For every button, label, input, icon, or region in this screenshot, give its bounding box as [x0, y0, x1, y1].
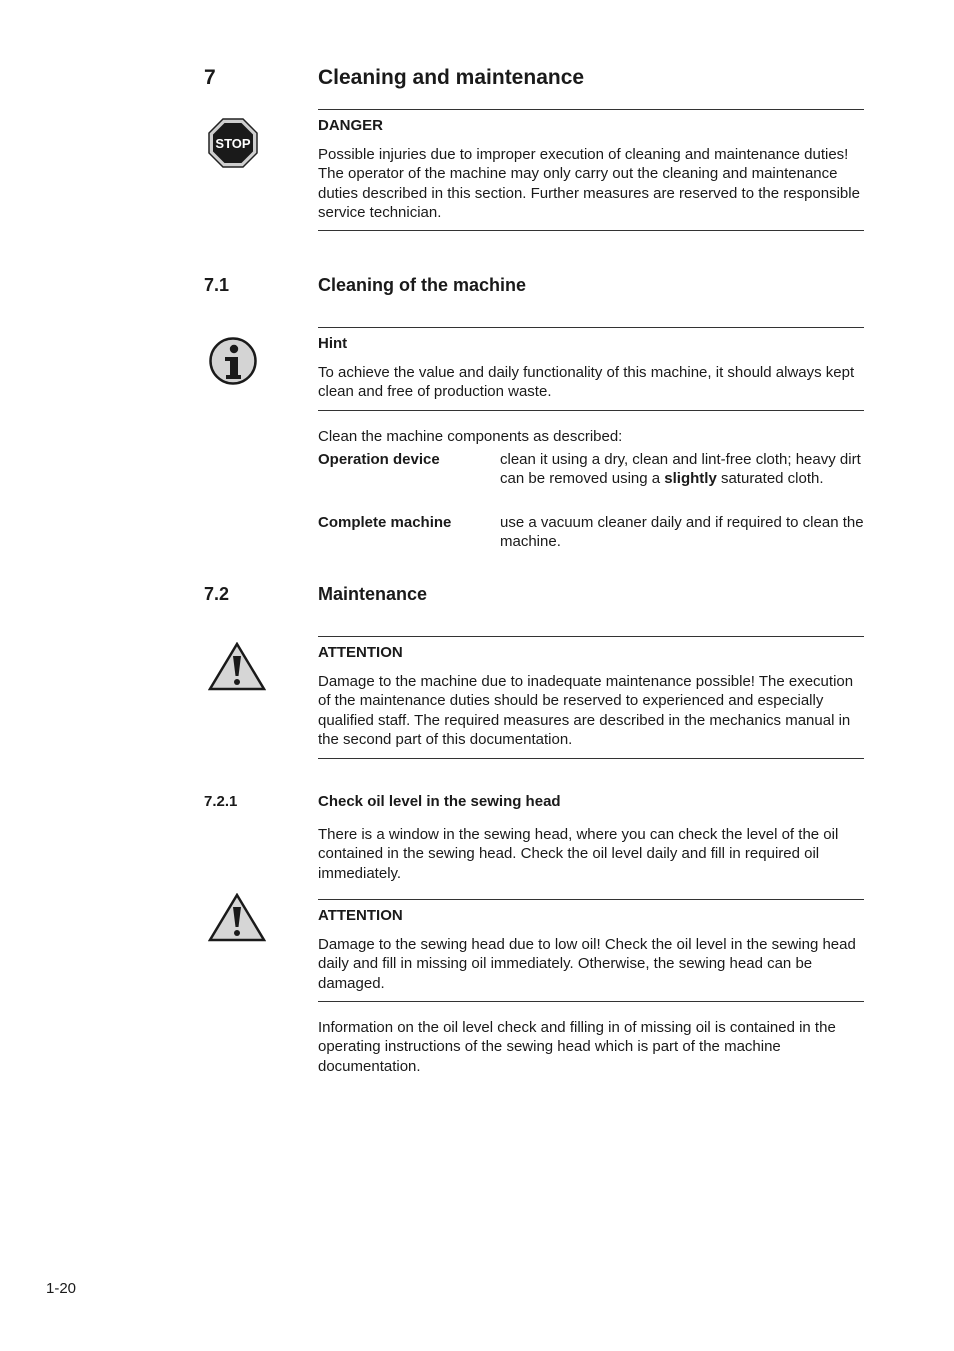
attention1-top-rule [318, 636, 864, 637]
section-7-2-1-title: Check oil level in the sewing head [318, 793, 561, 810]
attention1-bottom-rule [318, 758, 864, 759]
danger-text: Possible injuries due to improper execution of cleaning and maintenance duties! The operator of the machine may only carry out the cleaning and maintenance duties described in this section. Further measures are reserved to the responsible service technician. [318, 146, 860, 221]
danger-top-rule [318, 109, 864, 110]
attention2-top-rule [318, 899, 864, 900]
oil-intro: There is a window in the sewing head, where you can check the level of the oil contained in the sewing head. Check the oil level daily and fill in required oil immediately. [318, 826, 839, 882]
term-complete-machine: Complete machine [318, 514, 452, 531]
section-7-2-1-number: 7.2.1 [204, 793, 238, 810]
attention1-text: Damage to the machine due to inadequate maintenance possible! The execution of the maintenance duties should be reserved to experienced and especially qualified staff. The required measures are described in the mechanics manual in the second part of this documentation. [318, 673, 854, 748]
desc-operation-device: clean it using a dry, clean and lint-free cloth; heavy dirt can be removed using a slightly saturated cloth. [500, 451, 861, 488]
section-7-number: 7 [204, 66, 216, 89]
hint-bottom-rule [318, 410, 864, 411]
danger-bottom-rule [318, 230, 864, 231]
attention2-bottom-rule [318, 1001, 864, 1002]
oil-outro: Information on the oil level check and filling in of missing oil is contained in the operating instructions of the sewing head which is part of the machine documentation. [318, 1019, 836, 1075]
danger-label: DANGER [318, 117, 384, 134]
cleaning-intro: Clean the machine components as described: [318, 428, 623, 445]
desc-complete-machine: use a vacuum cleaner daily and if required to clean the machine. [500, 514, 864, 551]
section-7-1-number: 7.1 [204, 275, 230, 295]
section-7-2-number: 7.2 [204, 584, 230, 604]
hint-label: Hint [318, 335, 348, 352]
section-7-title: Cleaning and maintenance [318, 66, 585, 89]
warning-triangle-icon [208, 893, 266, 943]
svg-text:STOP: STOP [215, 136, 251, 151]
section-7-1-title: Cleaning of the machine [318, 275, 527, 295]
attention1-label: ATTENTION [318, 644, 403, 661]
section-7-2-title: Maintenance [318, 584, 428, 604]
attention2-label: ATTENTION [318, 907, 403, 924]
page-number: 1-20 [46, 1280, 77, 1297]
attention2-text: Damage to the sewing head due to low oil! Check the oil level in the sewing head daily and fill in missing oil immediately. Otherwise, the sewing head can be damaged. [318, 936, 856, 992]
hint-top-rule [318, 327, 864, 328]
hint-text: To achieve the value and daily functionality of this machine, it should always kept clean and free of production waste. [318, 364, 855, 401]
stop-sign-icon [208, 118, 258, 168]
info-icon [208, 336, 258, 386]
term-operation-device: Operation device [318, 451, 440, 468]
warning-triangle-icon [208, 642, 266, 692]
